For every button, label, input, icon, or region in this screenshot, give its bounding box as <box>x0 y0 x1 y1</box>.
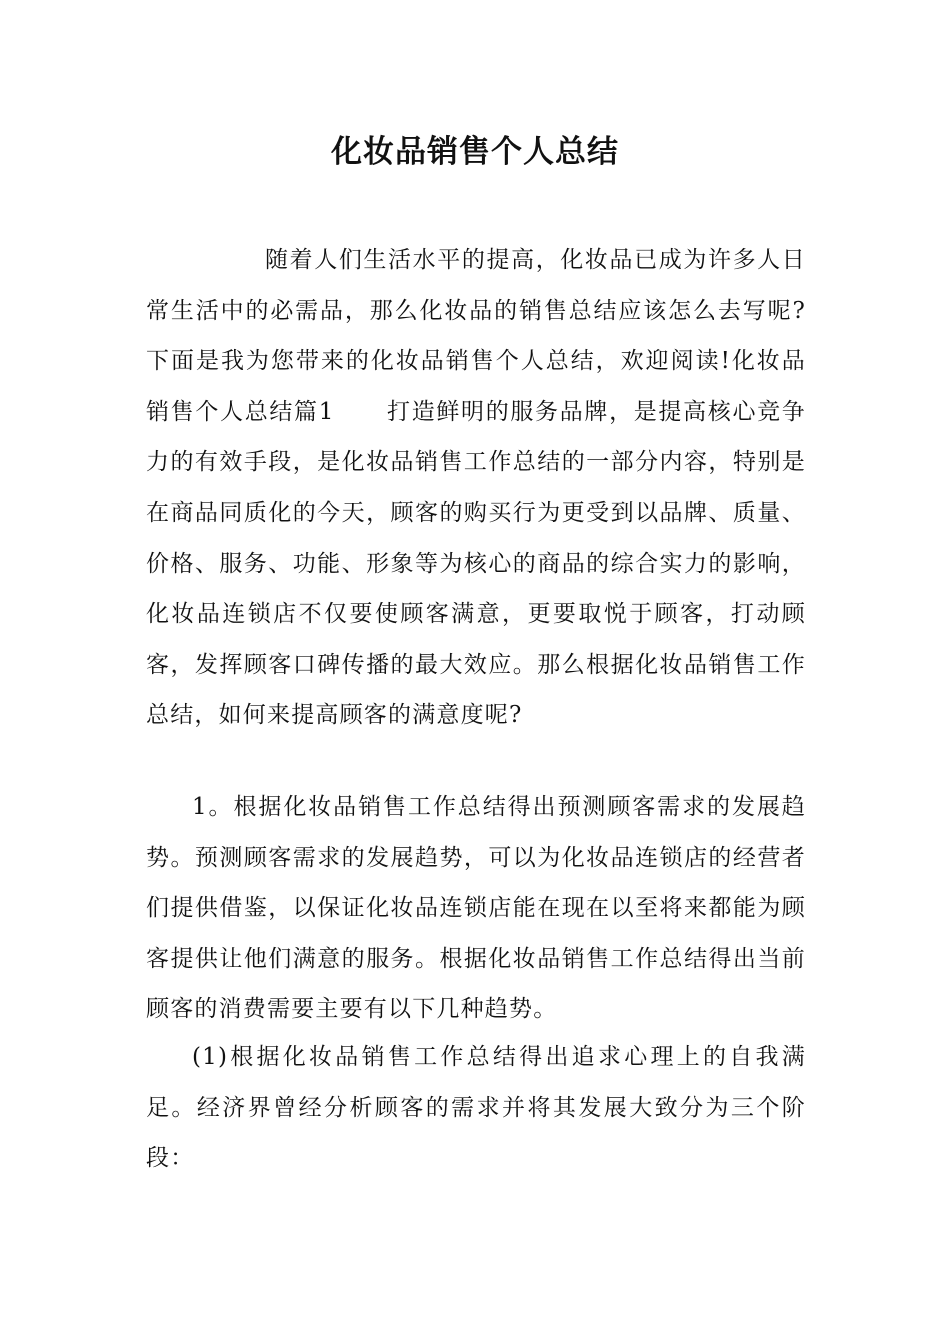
section-heading: 化妆品销售个人总结篇1 <box>146 348 806 425</box>
point-1-1-paragraph: (1)根据化妆品销售工作总结得出追求心理上的自我满足。经济界曾经分析顾客的需求并将其发展大致分为三个阶段： <box>146 1044 806 1172</box>
section-body-text: 打造鲜明的服务品牌，是提高核心竞争力的有效手段，是化妆品销售工作总结的一部分内容，特别是在商品同质化的今天，顾客的购买行为更受到以品牌、质量、价格、服务、功能、形象等为核心的商品的综合实力的影响，化妆品连锁店不仅要使顾客满意，更要取悦于顾客，打动顾客，发挥顾客口碑传播的最大效应。那么根据化妆品销售工作总结，如何来提高顾客的满意度呢? <box>146 398 806 729</box>
point-1-paragraph: 1。根据化妆品销售工作总结得出预测顾客需求的发展趋势。预测顾客需求的发展趋势，可以为化妆品连锁店的经营者们提供借鉴，以保证化妆品连锁店能在现在以至将来都能为顾客提供让他们满意的服务。根据化妆品销售工作总结得出当前顾客的消费需要主要有以下几种趋势。 <box>146 794 806 1023</box>
intro-paragraph <box>146 235 806 741</box>
document-title: 化妆品销售个人总结 <box>331 134 619 170</box>
intro-text: 随着人们生活水平的提高，化妆品已成为许多人日常生活中的必需品，那么化妆品的销售总结应该怎么去写呢?下面是我为您带来的化妆品销售个人总结，欢迎阅读! <box>146 247 806 375</box>
